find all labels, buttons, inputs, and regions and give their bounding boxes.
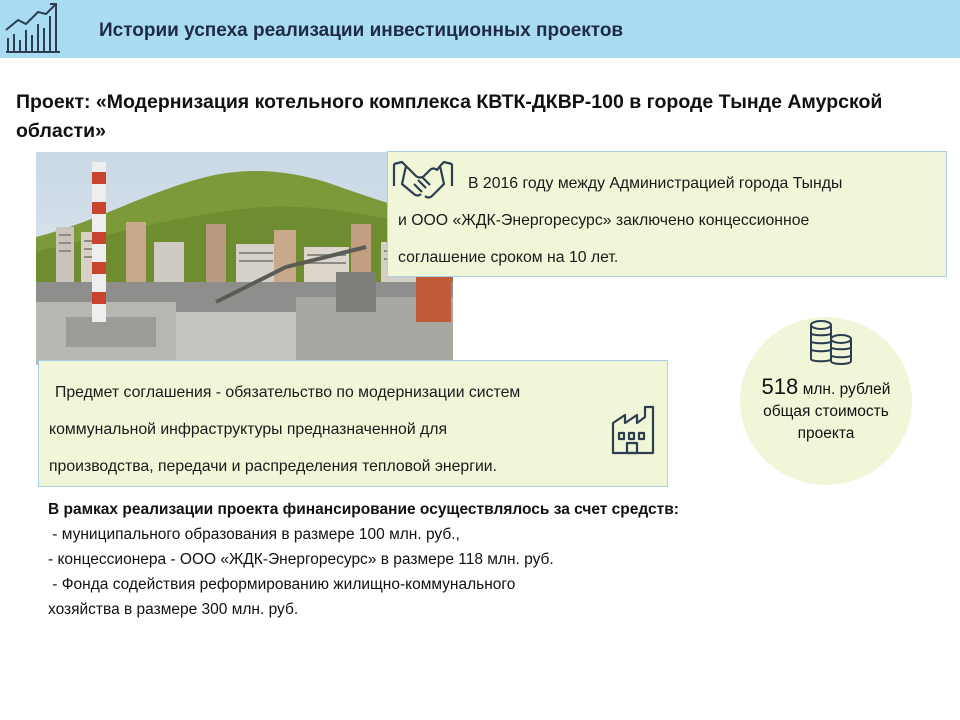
header-title: Истории успеха реализации инвестиционных проектов [99, 20, 624, 41]
subject-line-1: Предмет соглашения - обязательство по модернизации систем [55, 384, 521, 401]
subject-text [49, 374, 609, 485]
financing-item: - муниципального образования в размере 100 млн. руб., [48, 526, 460, 543]
financing-section [48, 497, 928, 622]
growth-chart-icon [2, 0, 62, 56]
cost-value: 518 [761, 374, 799, 399]
agreement-box [387, 151, 947, 277]
financing-item: хозяйства в размере 300 млн. руб. [48, 601, 299, 618]
header-bar [0, 0, 960, 58]
cost-summary [736, 376, 916, 445]
cost-unit: млн. рублей [802, 381, 891, 398]
subject-box [38, 360, 668, 487]
cost-label-1: общая стоимость [763, 403, 889, 420]
financing-intro: В рамках реализации проекта финансирование осуществлялось за счет средств: [48, 501, 679, 518]
coins-icon [804, 318, 856, 368]
project-title: Проект: «Модернизация котельного комплекса КВТК-ДКВР-100 в городе Тынде Амурской области» [16, 91, 883, 142]
factory-icon [611, 405, 657, 455]
agreement-line-3: соглашение сроком на 10 лет. [398, 249, 619, 266]
financing-item: - Фонда содействия реформированию жилищно-коммунального [48, 576, 516, 593]
agreement-line-2: и ООО «ЖДК-Энергоресурс» заключено концессионное [398, 212, 810, 229]
subject-line-3: производства, передачи и распределения тепловой энергии. [49, 458, 498, 475]
cost-label-2: проекта [797, 425, 855, 442]
agreement-line-1: В 2016 году между Администрацией города Тынды [468, 175, 843, 192]
agreement-text [398, 165, 938, 276]
subject-line-2: коммунальной инфраструктуры предназначенной для [49, 421, 448, 438]
financing-item: - концессионера - ООО «ЖДК-Энергоресурс» в размере 118 млн. руб. [48, 551, 554, 568]
